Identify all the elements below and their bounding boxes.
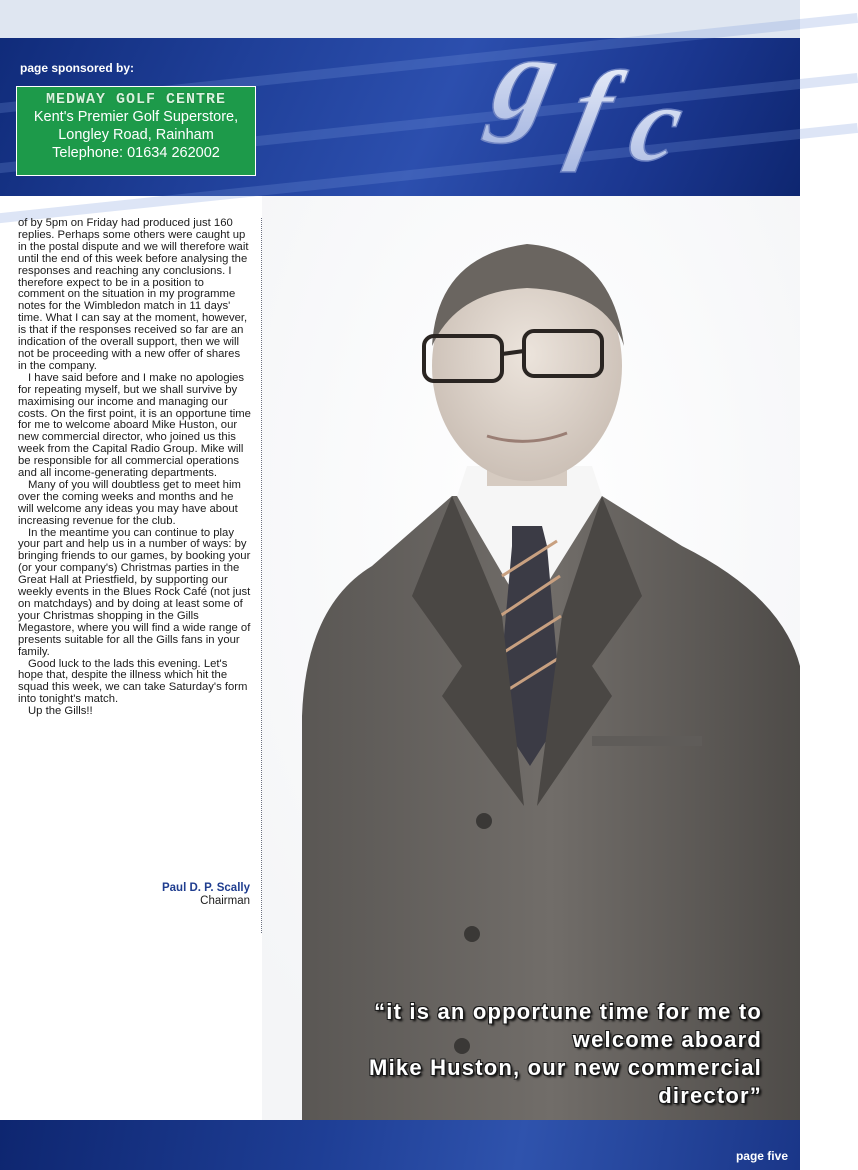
- signature-title: Chairman: [200, 895, 250, 907]
- gfc-logo-letters: [480, 12, 694, 184]
- column-divider: [261, 218, 262, 933]
- article-paragraph: In the meantime you can continue to play your part and help us in a number of ways: by bringing friends to our games, by booking your (or your company's) Christmas parties in the Great Hall at Priestfield, by supporting our weekly events in the Blues Rock Café (not just on matchdays) and by doing at least some of your Christmas shopping in the Gills Megastore, where you will find a wide range of presents suitable for all the Gills fans in your family.: [18, 526, 251, 658]
- sponsor-name: MEDWAY GOLF CENTRE: [45, 91, 227, 108]
- signature-name: Paul D. P. Scally: [161, 882, 250, 894]
- page-number: page five: [735, 1149, 788, 1163]
- article-paragraph: of by 5pm on Friday had produced just 160 replies. Perhaps some others were caught up in the postal dispute and we will therefore wait until the end of this week before analysing the responses and reaching any conclusions. I therefore expect to be in a position to comment on the situation in my programme notes for the Wimbledon match in 11 days' time. What I can say at the moment, however, is that if the responses received so far are an indication of the overall support, then we will not be proceeding with a new offer of shares in the company.: [18, 217, 249, 372]
- article-paragraph: I have said before and I make no apologies for repeating myself, but we shall survive by maximising our income and managing our costs. On the first point, it is an opportune time for me to welcome aboard Mike Huston, our new commercial director, who joined us this week from the Capital Radio Group. Mike will be responsible for all commercial operations and all income-generating departments.: [18, 371, 251, 480]
- sponsor-advert[interactable]: [16, 86, 256, 176]
- pull-quote: [270, 998, 762, 1110]
- sponsor-address: Longley Road, Rainham: [58, 127, 214, 143]
- svg-text:f: f: [560, 49, 625, 173]
- sponsor-tagline: Kent's Premier Golf Superstore,: [33, 109, 239, 125]
- sponsor-label: page sponsored by:: [20, 61, 135, 75]
- signature-block: [162, 882, 250, 908]
- article-paragraph: Good luck to the lads this evening. Let's hope that, despite the illness which hit the squad this week, we can take Saturday's form into tonight's match.: [18, 657, 248, 706]
- pull-quote-line: Mike Huston, our new commercial director”: [369, 1055, 762, 1108]
- article-paragraph: Many of you will doubtless get to meet him over the coming weeks and months and he will welcome any ideas you may have about increasing revenue for the club.: [18, 478, 241, 527]
- sponsor-telephone: Telephone: 01634 262002: [52, 145, 220, 161]
- pull-quote-line: “it is an opportune time for me to welcome aboard: [374, 999, 762, 1052]
- footer-band: [0, 1120, 800, 1170]
- chairman-portrait: [262, 196, 800, 1120]
- svg-text:c: c: [620, 64, 694, 184]
- header-band: [0, 0, 800, 196]
- article-paragraph: Up the Gills!!: [28, 705, 93, 718]
- svg-text:g: g: [482, 12, 571, 145]
- article-text: [18, 218, 251, 718]
- gfc-logo: [482, 12, 785, 190]
